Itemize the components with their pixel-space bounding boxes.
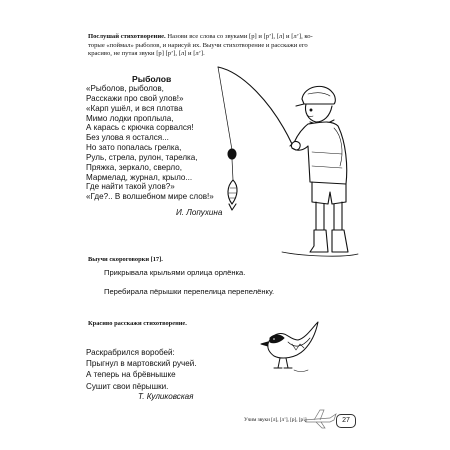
boot-right [332,230,348,252]
instruction-line2: торые «поймал» рыболов, и нарисуй их. Выучи стихотворение и расскажи его [88,41,308,49]
poem-line: Но зато попалась грелка, [86,143,182,153]
poem-line: Расскажи про свой улов!» [86,93,184,103]
instruction-line1: Назови все слова со звуками [р] и [р’], [л] и [л’], ко- [167,33,313,40]
jacket [292,122,347,184]
instruction-paragraph [88,33,378,59]
tongue-twisters-heading: Выучи скороговорки [17]. [88,256,163,263]
poem-line: Мимо лодки проплыла, [86,113,174,123]
poem-line: А карась с крючка сорвался! [86,123,194,133]
poem-title: Рыболов [132,74,172,84]
poem-line: Без улова я остался... [86,133,169,143]
poem2-author: Т. Куликовская [138,392,194,401]
boy-face [305,104,332,122]
sparrow-illustration [258,318,328,378]
poem-line: Пряжка, зеркало, сверло, [86,162,182,172]
poem2-heading: Красиво расскажи стихотворение. [88,320,187,327]
fishing-line [218,67,232,150]
cap [302,86,335,104]
poem-line: «Где?.. В волшебном мире слов!» [86,192,214,202]
tongue-twister-1: Прикрывала крыльями орлица орлёнка. [104,268,246,277]
boot-left [310,230,328,252]
poem-author: И. Лопухина [176,208,223,217]
poem-line: Руль, стрела, рулон, тарелка, [86,152,198,162]
poem-line: Где найти такой улов?» [86,182,175,192]
float-icon [228,149,236,159]
poem2-line: Сушит свои пёрышки. [86,381,169,391]
fish-icon [228,180,237,210]
poem2-body [86,347,197,392]
page-number: 27 [336,414,356,428]
poem2-line: А теперь на брёвнышке [86,370,176,380]
poem-line: «Рыболов, рыболов, [86,84,164,93]
footer-label: Учим звуки [л], [л’], [р], [р’] [244,417,307,423]
poem2-line: Прыгнул в мартовский ручей. [86,359,197,369]
instruction-line3: красиво, не путая звуки [р] [р’], [л] и [л’]. [88,50,205,58]
poem2-line: Раскрабрился воробей: [86,348,175,357]
fisherman-boy-illustration [212,62,362,262]
tongue-twister-2: Перебирала пёрышки перепелица перепелёнку. [104,287,275,296]
instruction-heading: Послушай стихотворение. [88,33,166,40]
poem-line: Мармелад, журнал, крыло... [86,172,193,182]
poem-line: «Карп ушёл, и вся плотва [86,103,183,113]
